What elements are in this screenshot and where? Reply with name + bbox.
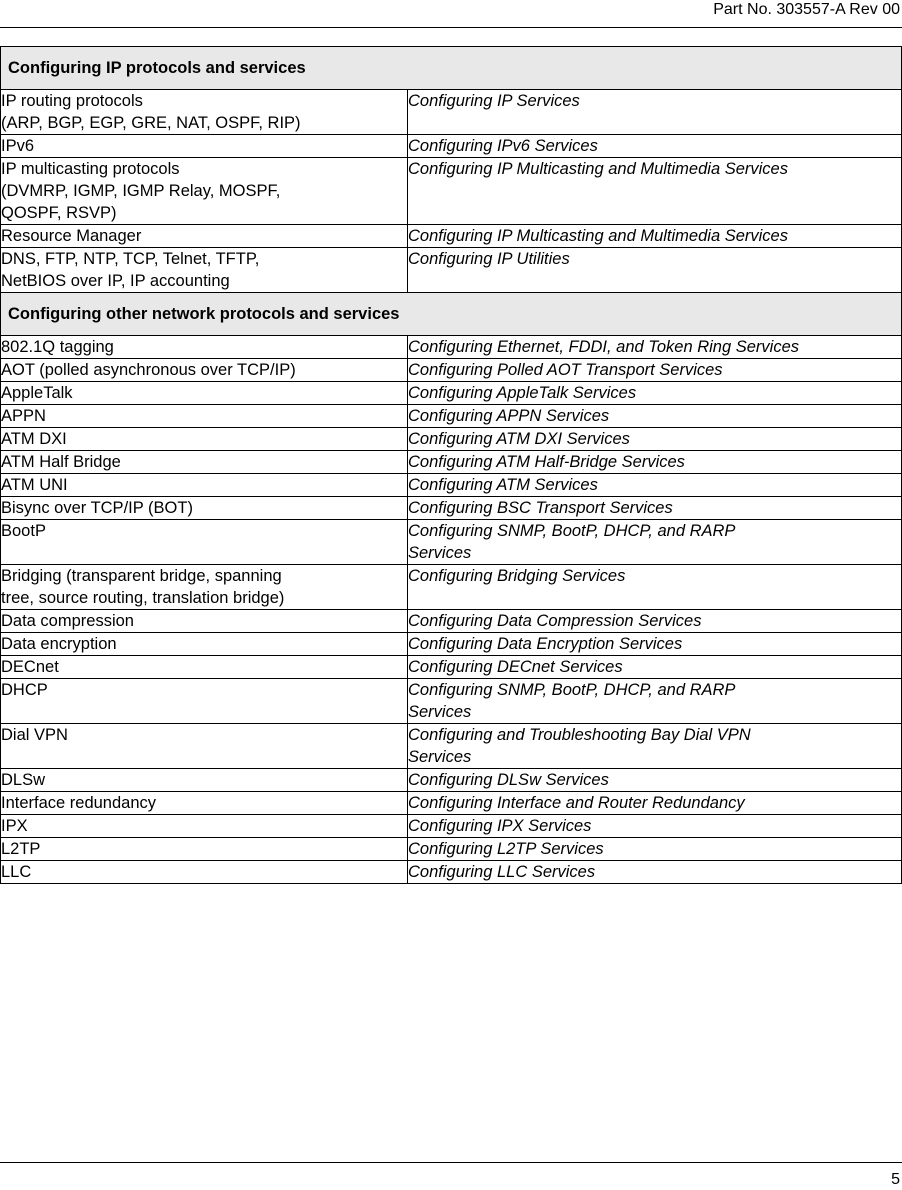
table-row: [1, 656, 902, 679]
section-title: Configuring other network protocols and services: [1, 293, 902, 336]
manual-reference-cell: [408, 248, 902, 293]
manual-reference-cell: [408, 815, 902, 838]
topic-cell: [1, 769, 408, 792]
manual-reference-cell: [408, 724, 902, 769]
footer-rule: [0, 1162, 902, 1163]
manual-title: Configuring LLC Services: [408, 863, 596, 881]
manual-reference-cell: [408, 225, 902, 248]
manual-reference-cell: [408, 474, 902, 497]
manual-title: Configuring IPX Services: [408, 817, 592, 835]
manual-title: Configuring IP Multicasting and Multimedia Services: [408, 227, 788, 245]
manual-title: Configuring IPv6 Services: [408, 137, 598, 155]
topic-text: QOSPF, RSVP): [1, 204, 117, 222]
table-row: [1, 451, 902, 474]
topic-text: L2TP: [1, 840, 41, 858]
topic-text: BootP: [1, 522, 46, 540]
manual-title: Configuring Interface and Router Redundancy: [408, 794, 745, 812]
table-row: [1, 336, 902, 359]
manual-reference-cell: [408, 656, 902, 679]
topic-text: DECnet: [1, 658, 59, 676]
manual-reference-cell: [408, 135, 902, 158]
topic-text: Bridging (transparent bridge, spanning: [1, 567, 282, 585]
table-row: [1, 90, 902, 135]
table-row: [1, 248, 902, 293]
manual-reference-cell: [408, 792, 902, 815]
topic-text: LLC: [1, 863, 32, 881]
section-header: [1, 47, 902, 90]
manual-reference-cell: [408, 90, 902, 135]
page-number: 5: [891, 1171, 900, 1188]
manual-title: Configuring DLSw Services: [408, 771, 609, 789]
topic-cell: [1, 520, 408, 565]
manual-title: Services: [408, 544, 472, 562]
reference-table: [0, 46, 902, 884]
manual-title: Services: [408, 748, 472, 766]
topic-text: Dial VPN: [1, 726, 68, 744]
topic-cell: [1, 656, 408, 679]
manual-title: Configuring Polled AOT Transport Services: [408, 361, 723, 379]
table-row: [1, 474, 902, 497]
topic-cell: [1, 336, 408, 359]
topic-cell: [1, 90, 408, 135]
manual-title: Configuring Data Compression Services: [408, 612, 702, 630]
table-row: [1, 610, 902, 633]
manual-reference-cell: [408, 428, 902, 451]
topic-text: Data compression: [1, 612, 134, 630]
topic-cell: [1, 861, 408, 884]
topic-text: IP multicasting protocols: [1, 160, 180, 178]
table-row: [1, 225, 902, 248]
topic-cell: [1, 679, 408, 724]
section-title: Configuring IP protocols and services: [1, 47, 902, 90]
topic-cell: [1, 565, 408, 610]
topic-cell: [1, 610, 408, 633]
header-rule: [0, 27, 902, 28]
topic-text: tree, source routing, translation bridge): [1, 589, 285, 607]
topic-text: Resource Manager: [1, 227, 142, 245]
topic-text: IP routing protocols: [1, 92, 143, 110]
manual-reference-cell: [408, 497, 902, 520]
manual-reference-cell: [408, 336, 902, 359]
table-row: [1, 838, 902, 861]
table-row: [1, 428, 902, 451]
topic-text: DNS, FTP, NTP, TCP, Telnet, TFTP,: [1, 250, 260, 268]
table-row: [1, 565, 902, 610]
manual-title: Configuring Bridging Services: [408, 567, 626, 585]
manual-reference-cell: [408, 451, 902, 474]
manual-title: Configuring L2TP Services: [408, 840, 604, 858]
topic-cell: [1, 724, 408, 769]
manual-reference-cell: [408, 838, 902, 861]
topic-cell: [1, 405, 408, 428]
manual-title: Configuring SNMP, BootP, DHCP, and RARP: [408, 522, 736, 540]
topic-cell: [1, 815, 408, 838]
manual-reference-cell: [408, 769, 902, 792]
manual-title: Configuring IP Multicasting and Multimedia Services: [408, 160, 788, 178]
topic-cell: [1, 497, 408, 520]
table-row: [1, 679, 902, 724]
topic-cell: [1, 838, 408, 861]
table-row: [1, 633, 902, 656]
topic-text: (ARP, BGP, EGP, GRE, NAT, OSPF, RIP): [1, 114, 301, 132]
manual-title: Configuring ATM Half-Bridge Services: [408, 453, 685, 471]
topic-cell: [1, 474, 408, 497]
topic-text: (DVMRP, IGMP, IGMP Relay, MOSPF,: [1, 182, 281, 200]
table-row: [1, 135, 902, 158]
table-row: [1, 861, 902, 884]
manual-reference-cell: [408, 382, 902, 405]
topic-cell: [1, 451, 408, 474]
topic-cell: [1, 633, 408, 656]
manual-title: Configuring IP Services: [408, 92, 580, 110]
section-header: [1, 293, 902, 336]
topic-text: AppleTalk: [1, 384, 73, 402]
part-number: Part No. 303557-A Rev 00: [713, 1, 900, 18]
topic-cell: [1, 135, 408, 158]
table-row: [1, 724, 902, 769]
topic-text: Bisync over TCP/IP (BOT): [1, 499, 193, 517]
manual-reference-cell: [408, 679, 902, 724]
topic-text: DLSw: [1, 771, 46, 789]
table-row: [1, 158, 902, 225]
manual-title: Configuring ATM DXI Services: [408, 430, 630, 448]
manual-title: Configuring SNMP, BootP, DHCP, and RARP: [408, 681, 736, 699]
table-row: [1, 792, 902, 815]
topic-cell: [1, 428, 408, 451]
manual-title: Configuring Data Encryption Services: [408, 635, 683, 653]
manual-reference-cell: [408, 520, 902, 565]
manual-title: Configuring BSC Transport Services: [408, 499, 673, 517]
topic-text: Interface redundancy: [1, 794, 157, 812]
topic-text: IPv6: [1, 137, 35, 155]
manual-title: Configuring IP Utilities: [408, 250, 570, 268]
table-row: [1, 769, 902, 792]
manual-reference-cell: [408, 633, 902, 656]
manual-title: Configuring DECnet Services: [408, 658, 623, 676]
manual-reference-cell: [408, 158, 902, 225]
manual-reference-cell: [408, 405, 902, 428]
table-row: [1, 815, 902, 838]
table-row: [1, 382, 902, 405]
manual-title: Configuring Ethernet, FDDI, and Token Ring Services: [408, 338, 800, 356]
topic-cell: [1, 248, 408, 293]
topic-text: Data encryption: [1, 635, 117, 653]
topic-text: ATM UNI: [1, 476, 68, 494]
manual-reference-cell: [408, 359, 902, 382]
manual-title: Configuring and Troubleshooting Bay Dial VPN: [408, 726, 751, 744]
topic-cell: [1, 359, 408, 382]
manual-reference-cell: [408, 861, 902, 884]
table-row: [1, 520, 902, 565]
manual-title: Services: [408, 703, 472, 721]
table-row: [1, 497, 902, 520]
manual-title: Configuring AppleTalk Services: [408, 384, 637, 402]
manual-reference-cell: [408, 565, 902, 610]
topic-text: DHCP: [1, 681, 48, 699]
topic-cell: [1, 158, 408, 225]
topic-text: ATM DXI: [1, 430, 67, 448]
topic-text: IPX: [1, 817, 28, 835]
topic-text: NetBIOS over IP, IP accounting: [1, 272, 230, 290]
manual-title: Configuring APPN Services: [408, 407, 610, 425]
table-row: [1, 405, 902, 428]
topic-text: APPN: [1, 407, 46, 425]
topic-cell: [1, 792, 408, 815]
topic-cell: [1, 382, 408, 405]
table-row: [1, 359, 902, 382]
topic-cell: [1, 225, 408, 248]
manual-reference-cell: [408, 610, 902, 633]
topic-text: AOT (polled asynchronous over TCP/IP): [1, 361, 296, 379]
manual-title: Configuring ATM Services: [408, 476, 598, 494]
topic-text: ATM Half Bridge: [1, 453, 121, 471]
topic-text: 802.1Q tagging: [1, 338, 114, 356]
